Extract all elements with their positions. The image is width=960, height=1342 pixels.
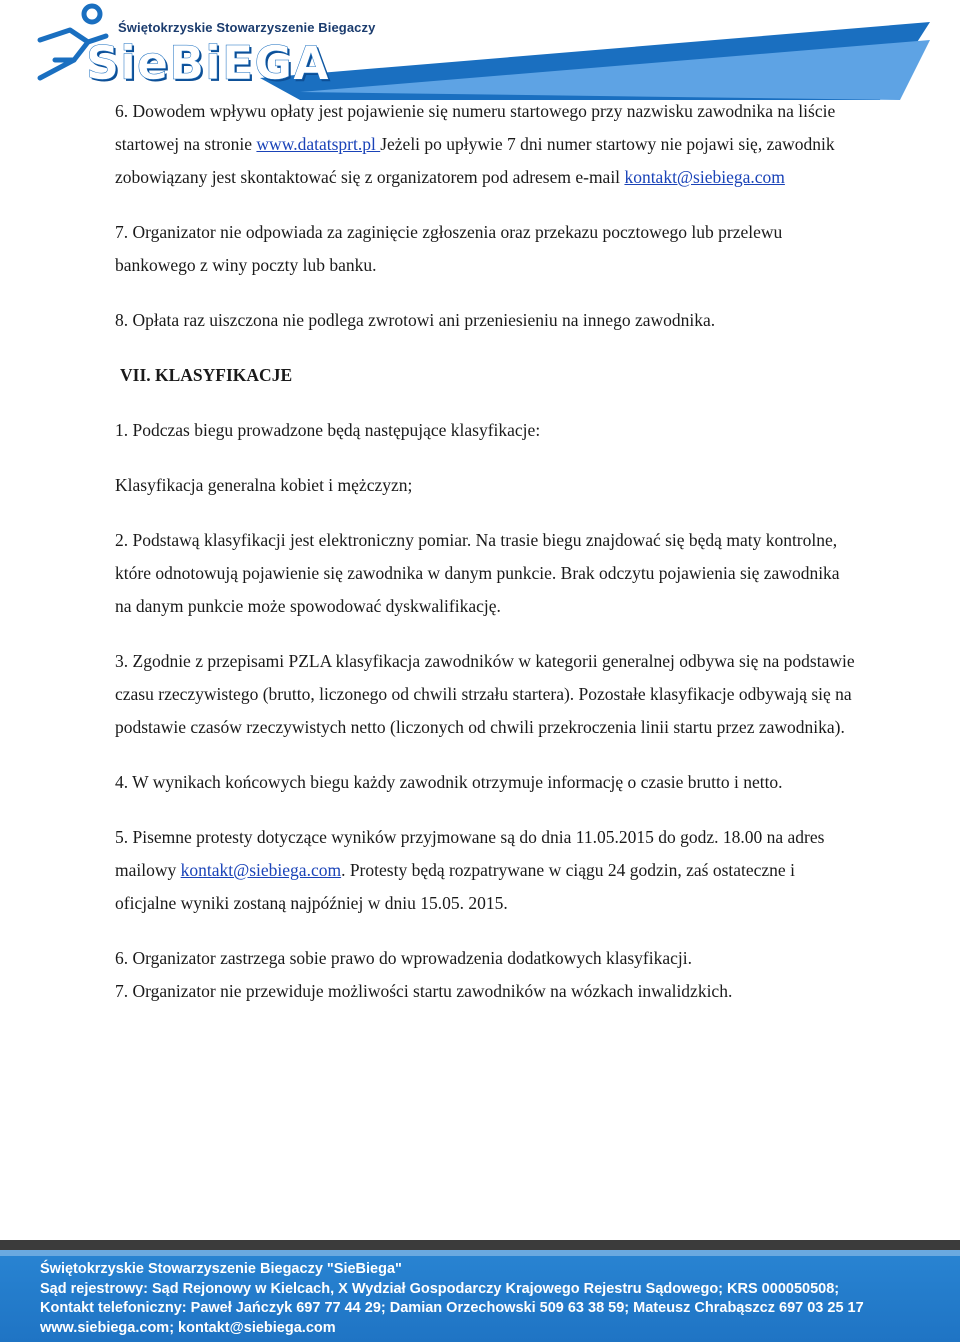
classification-4: 4. W wynikach końcowych biegu każdy zawodnik otrzymuje informację o czasie brutto i netto. [115,772,783,792]
footer-line-1: Świętokrzyskie Stowarzyszenie Biegaczy "SieBiega" [40,1261,402,1277]
classification-1-sub: Klasyfikacja generalna kobiet i mężczyzn; [115,475,413,495]
header-org-name: Świętokrzyskie Stowarzyszenie Biegaczy [118,20,376,35]
document-body [115,95,855,1008]
section-heading: VII. KLASYFIKACJE [120,365,293,385]
classification-5 [115,821,855,920]
classification-6: 6. Organizator zastrzega sobie prawo do wprowadzenia dodatkowych klasyfikacji. [115,948,692,968]
footer-line-4: www.siebiega.com; kontakt@siebiega.com [40,1319,336,1336]
footer-dark-bar [0,1240,960,1250]
paragraph-7: 7. Organizator nie odpowiada za zaginięcie zgłoszenia oraz przekazu pocztowego lub przelewu bankowego z winy poczty lub banku. [115,222,783,275]
footer-line-2: Sąd rejestrowy: Sąd Rejonowy w Kielcach, X Wydział Gospodarczy Krajowego Rejestru Sądowego; KRS 000050508; [40,1280,840,1297]
email-link-2[interactable]: kontakt@siebiega.com [180,860,342,880]
classification-1: 1. Podczas biegu prowadzone będą następujące klasyfikacje: [115,420,541,440]
datatsport-link[interactable]: www.datatsprt.pl [256,134,381,154]
classification-5-text-a: 5. Pisemne protesty dotyczące wyników przyjmowane są do dnia 11.05.2015 do godz. 18.00 na adres mailowy [115,827,825,880]
paragraph-6-text-a: 6. Dowodem wpływu opłaty jest pojawienie się numeru startowego przy nazwisku zawodnika na liście startowej na stronie [115,101,836,154]
paragraph-6 [115,95,855,194]
classification-7: 7. Organizator nie przewiduje możliwości startu zawodników na wózkach inwalidzkich. [115,981,733,1001]
classification-5-text-b: . Protesty będą rozpatrywane w ciągu 24 godzin, zaś ostateczne i oficjalne wyniki zostaną najpóźniej w dniu 15.05. 2015. [115,860,795,913]
classification-2: 2. Podstawą klasyfikacji jest elektroniczny pomiar. Na trasie biegu znajdować się będą maty kontrolne, które odnotowują pojawienie się zawodnika w danym punkcie. Brak odczytu pojawienia się zawodnika na danym punkcie może spowodować dyskwalifikację. [115,530,840,616]
classification-3: 3. Zgodnie z przepisami PZLA klasyfikacja zawodników w kategorii generalnej odbywa się na podstawie czasu rzeczywistego (brutto, liczonego od chwili strzału startera). Pozostałe klasyfikacje odbywają się na podstawie czasów rzeczywistych netto (liczonych od chwili przekroczenia linii startu przez zawodnika). [115,651,855,737]
header-logo-text: SieBiEGA [86,36,330,90]
footer-light-bar [0,1250,960,1256]
page-header [0,0,960,100]
paragraph-6-text-b: Jeżeli po upływie 7 dni numer startowy nie pojawi się, zawodnik zobowiązany jest skontaktować się z organizatorem pod adresem e-mail [115,134,835,187]
paragraph-8: 8. Opłata raz uiszczona nie podlega zwrotowi ani przeniesieniu na innego zawodnika. [115,310,716,330]
footer-line-3: Kontakt telefoniczny: Paweł Jańczyk 697 77 44 29; Damian Orzechowski 509 63 38 59; Mateusz Chrabąszcz 697 03 25 17 [40,1300,864,1316]
email-link-1[interactable]: kontakt@siebiega.com [624,167,785,187]
page-footer [0,1240,960,1342]
footer-text [40,1260,864,1338]
